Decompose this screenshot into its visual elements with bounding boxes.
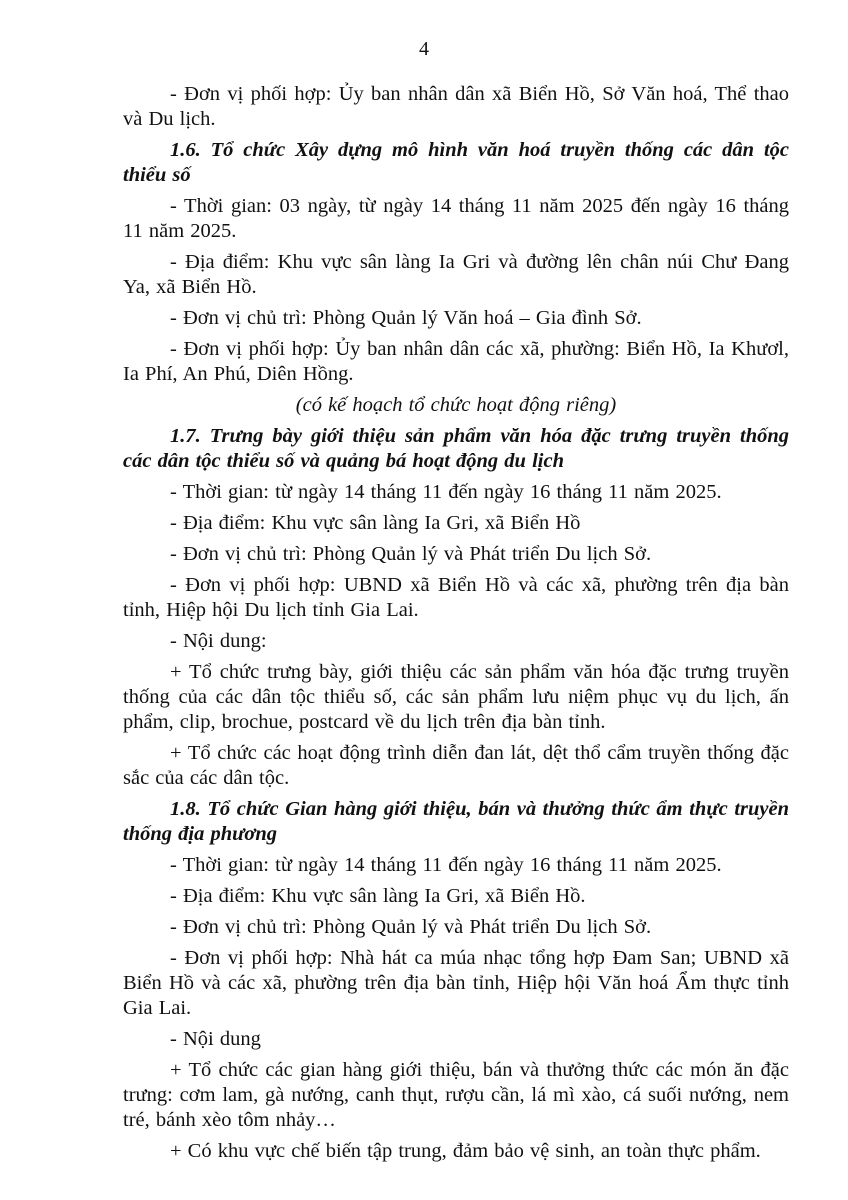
- paragraph-body: - Đơn vị phối hợp: Ủy ban nhân dân các xã, phường: Biển Hồ, Ia Khươl, Ia Phí, An Phú, Diên Hồng.: [123, 338, 789, 385]
- paragraph-body: - Đơn vị chủ trì: Phòng Quản lý và Phát triển Du lịch Sở.: [170, 543, 652, 565]
- paragraph-body: - Nội dung: [170, 1028, 261, 1050]
- paragraph-body: - Địa điểm: Khu vực sân làng Ia Gri và đường lên chân núi Chư Đang Ya, xã Biển Hồ.: [123, 251, 789, 298]
- paragraph-body: - Thời gian: 03 ngày, từ ngày 14 tháng 11 năm 2025 đến ngày 16 tháng 11 năm 2025.: [123, 195, 789, 242]
- paragraph-body: - Đơn vị phối hợp: UBND xã Biển Hồ và các xã, phường trên địa bàn tỉnh, Hiệp hội Du lịch tỉnh Gia Lai.: [123, 574, 789, 621]
- paragraph-body: - Địa điểm: Khu vực sân làng Ia Gri, xã Biển Hồ.: [170, 885, 586, 907]
- paragraph-body: - Đơn vị phối hợp: Nhà hát ca múa nhạc tổng hợp Đam San; UBND xã Biển Hồ và các xã, phường trên địa bàn tỉnh, Hiệp hội Văn hoá Ẩm thực tỉnh Gia Lai.: [123, 947, 789, 1019]
- paragraph-heading: 1.7. Trưng bày giới thiệu sản phẩm văn hóa đặc trưng truyền thống các dân tộc thiểu số và quảng bá hoạt động du lịch: [123, 425, 789, 472]
- page-number: 4: [419, 38, 429, 60]
- paragraph-body: - Đơn vị chủ trì: Phòng Quản lý và Phát triển Du lịch Sở.: [170, 916, 652, 938]
- paragraph-body: + Tổ chức các hoạt động trình diễn đan lát, dệt thổ cẩm truyền thống đặc sắc của các dân tộc.: [123, 742, 789, 789]
- paragraph-body: + Tổ chức các gian hàng giới thiệu, bán và thưởng thức các món ăn đặc trưng: cơm lam, gà nướng, canh thụt, rượu cần, lá mì xào, cá suối nướng, nem tré, bánh xèo tôm nhảy…: [123, 1059, 789, 1131]
- paragraph-body: - Địa điểm: Khu vực sân làng Ia Gri, xã Biển Hồ: [170, 512, 581, 534]
- paragraph-note: (có kế hoạch tổ chức hoạt động riêng): [295, 394, 617, 416]
- paragraph-body: - Đơn vị phối hợp: Ủy ban nhân dân xã Biển Hồ, Sở Văn hoá, Thể thao và Du lịch.: [123, 83, 789, 130]
- paragraph-heading: 1.8. Tổ chức Gian hàng giới thiệu, bán và thưởng thức ẩm thực truyền thống địa phương: [123, 798, 789, 845]
- paragraph-body: - Thời gian: từ ngày 14 tháng 11 đến ngày 16 tháng 11 năm 2025.: [170, 854, 722, 876]
- paragraph-body: - Nội dung:: [170, 630, 267, 652]
- paragraph-body: + Có khu vực chế biến tập trung, đảm bảo vệ sinh, an toàn thực phẩm.: [170, 1140, 761, 1162]
- paragraph-body: - Đơn vị chủ trì: Phòng Quản lý Văn hoá – Gia đình Sở.: [170, 307, 642, 329]
- paragraph-heading: 1.6. Tổ chức Xây dựng mô hình văn hoá truyền thống các dân tộc thiểu số: [123, 139, 789, 186]
- paragraph-body: + Tổ chức trưng bày, giới thiệu các sản phẩm văn hóa đặc trưng truyền thống của các dân tộc thiểu số, các sản phẩm lưu niệm phục vụ du lịch, ấn phẩm, clip, brochue, postcard về du lịch trên địa bàn tỉnh.: [123, 661, 789, 733]
- document-body: [123, 82, 789, 1164]
- paragraph-body: - Thời gian: từ ngày 14 tháng 11 đến ngày 16 tháng 11 năm 2025.: [170, 481, 722, 503]
